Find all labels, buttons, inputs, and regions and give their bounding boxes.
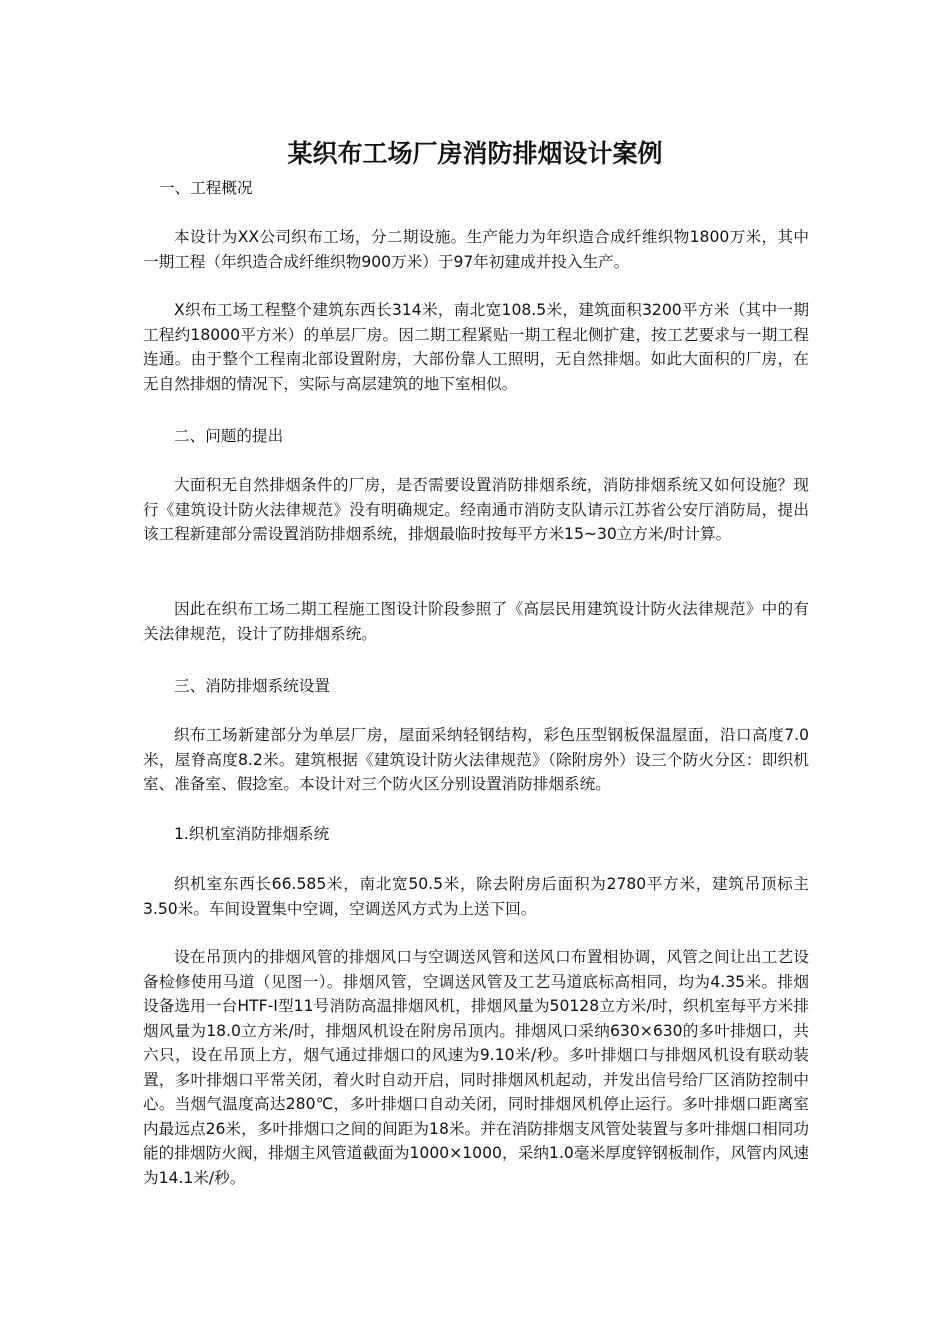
subsection-heading-loom-room: 1.织机室消防排烟系统 — [174, 825, 330, 843]
section-heading-problem: 二、问题的提出 — [174, 427, 284, 445]
paragraph-design-intro: 本设计为XX公司织布工场，分二期设施。生产能力为年织造合成纤维织物1800万米，其中一期工程（年织造合成纤维织物900万米）于97年初建成并投入生产。 — [143, 228, 809, 271]
section-heading-system-setup: 三、消防排烟系统设置 — [174, 677, 330, 695]
paragraph-building-size: X织布工场工程整个建筑东西长314米，南北宽108.5米，建筑面积3200平方米（其中一期工程约18000平方米）的单层厂房。因二期工程紧贴一期工程北侧扩建，按工艺要求与一期工程连通。由于整个工程南北部设置附房，大部份靠人工照明，无自然排烟。如此大面积的厂房，在无自然排烟的情况下，实际与高层建筑的地下室相似。 — [143, 301, 809, 393]
paragraph-exhaust-details: 设在吊顶内的排烟风管的排烟风口与空调送风管和送风口布置相协调，风管之间让出工艺设备检修使用马道（见图一）。排烟风管，空调送风管及工艺马道底标高相同，均为4.35米。排烟设备选用一台HTF-I型11号消防高温排烟风机，排烟风量为50128立方米/时，织机室每平方米排烟风量为18.0立方米/时，排烟风机设在附房吊顶内。排烟风口采纳630×630的多叶排烟口，共六只，设在吊顶上方，烟气通过排烟口的风速为9.10米/秒。多叶排烟口与排烟风机设有联动装置，多叶排烟口平常关闭，着火时自动开启，同时排烟风机起动，并发出信号给厂区消防控制中心。当烟气温度高达280℃，多叶排烟口自动关闭，同时排烟风机停止运行。多叶排烟口距离室内最远点26米，多叶排烟口之间的间距为18米。并在消防排烟支风管处装置与多叶排烟口相同功能的排烟防火阀，排烟主风管道截面为1000×1000，采纳1.0毫米厚度锌钢板制作，风管内风速为14.1米/秒。 — [143, 948, 809, 1187]
paragraph-reference-code: 因此在织布工场二期工程施工图设计阶段参照了《高层民用建筑设计防火法律规范》中的有关法律规范，设计了防排烟系统。 — [143, 600, 809, 643]
paragraph-loom-room-size: 织机室东西长66.585米，南北宽50.5米，除去附房后面积为2780平方米，建筑吊顶标主3.50米。车间设置集中空调，空调送风方式为上送下回。 — [143, 875, 809, 918]
section-heading-overview: 一、工程概况 — [159, 179, 253, 197]
paragraph-building-structure: 织布工场新建部分为单层厂房，屋面采纳轻钢结构，彩色压型钢板保温屋面，沿口高度7.0米，屋脊高度8.2米。建筑根据《建筑设计防火法律规范》（除附房外）设三个防火分区：即织机室、准备室、假捻室。本设计对三个防火区分别设置消防排烟系统。 — [143, 726, 809, 793]
paragraph-problem-detail: 大面积无自然排烟条件的厂房，是否需要设置消防排烟系统，消防排烟系统又如何设施？现行《建筑设计防火法律规范》没有明确规定。经南通市消防支队请示江苏省公安厅消防局，提出该工程新建部分需设置消防排烟系统，排烟最临时按每平方米15~30立方米/时计算。 — [143, 476, 809, 543]
document-title: 某织布工场厂房消防排烟设计案例 — [287, 139, 663, 168]
